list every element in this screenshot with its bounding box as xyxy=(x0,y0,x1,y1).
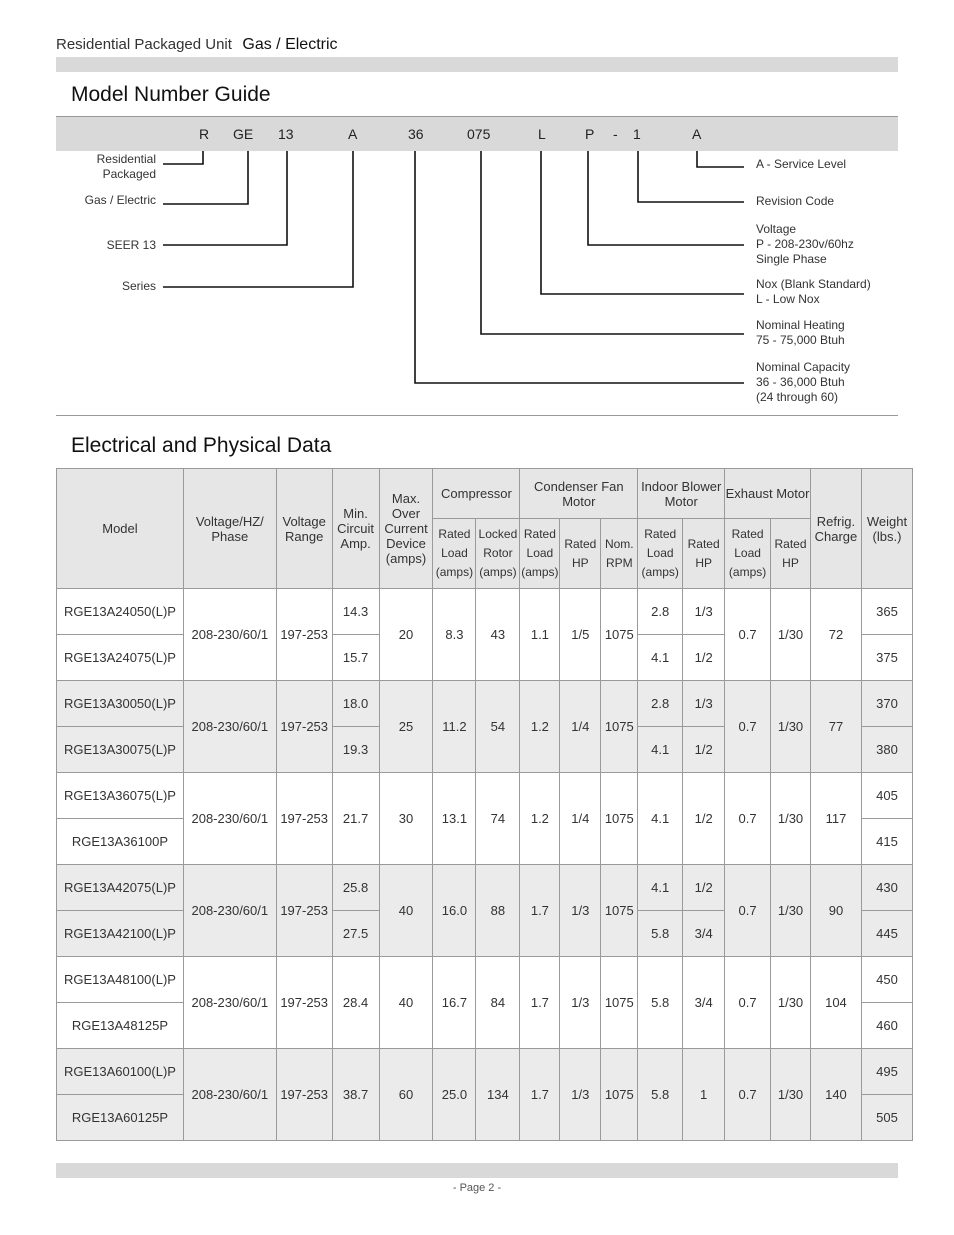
cell-lra: 84 xyxy=(476,957,520,1049)
label-revision-code: Revision Code xyxy=(756,194,835,208)
label-capacity-3: (24 through 60) xyxy=(756,390,839,404)
cell-exh-hp: 1/30 xyxy=(771,773,811,865)
header-product: Residential Packaged Unit xyxy=(56,36,232,53)
page-number: - Page 2 - xyxy=(452,1182,502,1194)
cell-voltage: 208-230/60/1 xyxy=(183,773,276,865)
cell-blow-hp: 1/2 xyxy=(683,635,725,681)
cell-blow-fla: 4.1 xyxy=(638,773,683,865)
col-weight: Weight (lbs.) xyxy=(861,469,912,589)
table-row xyxy=(57,773,913,819)
cell-blow-hp: 1/3 xyxy=(683,681,725,727)
code-revision: 1 xyxy=(633,126,641,142)
label-capacity xyxy=(756,360,850,405)
cell-weight: 460 xyxy=(861,1003,912,1049)
cell-mocp: 40 xyxy=(379,957,433,1049)
electrical-data-title: Electrical and Physical Data xyxy=(71,434,332,457)
col-cond-hp: Rated HP xyxy=(560,519,601,589)
cell-rpm: 1075 xyxy=(601,681,638,773)
table-row xyxy=(57,681,913,727)
code-series: A xyxy=(348,126,358,142)
cell-exh-fla: 0.7 xyxy=(725,681,771,773)
cell-lra: 74 xyxy=(476,773,520,865)
table-row xyxy=(57,1049,913,1095)
cell-mocp: 25 xyxy=(379,681,433,773)
cell-blow-hp: 1/3 xyxy=(683,589,725,635)
label-residential xyxy=(97,152,156,182)
cell-range: 197-253 xyxy=(276,681,332,773)
cell-weight: 430 xyxy=(861,865,912,911)
cell-cond-fla: 1.2 xyxy=(520,681,560,773)
table-row xyxy=(57,957,913,1003)
footer-bar xyxy=(56,1163,898,1178)
cell-cond-hp: 1/5 xyxy=(560,589,601,681)
cell-voltage: 208-230/60/1 xyxy=(183,1049,276,1141)
col-cond-rpm: Nom. RPM xyxy=(601,519,638,589)
cell-cond-fla: 1.1 xyxy=(520,589,560,681)
cell-rla: 25.0 xyxy=(433,1049,476,1141)
cell-weight: 375 xyxy=(861,635,912,681)
cell-model: RGE13A60125P xyxy=(57,1095,184,1141)
label-series: Series xyxy=(121,279,156,293)
col-blow-hp: Rated HP xyxy=(683,519,725,589)
cell-cond-fla: 1.2 xyxy=(520,773,560,865)
label-gas-electric: Gas / Electric xyxy=(84,193,156,207)
cell-cond-fla: 1.7 xyxy=(520,1049,560,1141)
label-nox-2: L - Low Nox xyxy=(756,292,820,306)
cell-exh-fla: 0.7 xyxy=(725,1049,771,1141)
cell-mca: 19.3 xyxy=(332,727,379,773)
cell-mca: 18.0 xyxy=(332,681,379,727)
cell-rla: 13.1 xyxy=(433,773,476,865)
cell-mocp: 20 xyxy=(379,589,433,681)
cell-mocp: 60 xyxy=(379,1049,433,1141)
cell-lra: 54 xyxy=(476,681,520,773)
cell-blow-fla: 4.1 xyxy=(638,635,683,681)
cell-exh-fla: 0.7 xyxy=(725,957,771,1049)
cell-cond-hp: 1/4 xyxy=(560,773,601,865)
cell-model: RGE13A30075(L)P xyxy=(57,727,184,773)
cell-blow-hp: 1/2 xyxy=(683,727,725,773)
label-heating xyxy=(756,318,845,348)
cell-mca: 15.7 xyxy=(332,635,379,681)
cell-weight: 405 xyxy=(861,773,912,819)
col-blow-fla: Rated Load (amps) xyxy=(638,519,683,589)
page-header xyxy=(56,36,338,54)
cell-weight: 365 xyxy=(861,589,912,635)
col-comp-lra: Locked Rotor (amps) xyxy=(476,519,520,589)
cell-lra: 43 xyxy=(476,589,520,681)
cell-range: 197-253 xyxy=(276,1049,332,1141)
label-voltage xyxy=(756,222,854,267)
label-voltage-3: Single Phase xyxy=(756,252,827,266)
cell-mca: 27.5 xyxy=(332,911,379,957)
col-mocp: Max. Over Current Device (amps) xyxy=(379,469,433,589)
cell-charge: 72 xyxy=(810,589,861,681)
cell-rla: 11.2 xyxy=(433,681,476,773)
cell-cond-hp: 1/3 xyxy=(560,865,601,957)
cell-cond-fla: 1.7 xyxy=(520,957,560,1049)
cell-voltage: 208-230/60/1 xyxy=(183,589,276,681)
cell-mocp: 30 xyxy=(379,773,433,865)
cell-rla: 8.3 xyxy=(433,589,476,681)
cell-exh-hp: 1/30 xyxy=(771,681,811,773)
cell-blow-hp: 3/4 xyxy=(683,957,725,1049)
label-heating-1: Nominal Heating xyxy=(756,318,845,332)
cell-model: RGE13A30050(L)P xyxy=(57,681,184,727)
label-residential-line2: Packaged xyxy=(102,167,156,181)
header-type: Gas / Electric xyxy=(242,36,338,53)
model-number-guide xyxy=(56,116,898,416)
cell-model: RGE13A42075(L)P xyxy=(57,865,184,911)
code-service: A xyxy=(692,126,702,142)
cell-voltage: 208-230/60/1 xyxy=(183,957,276,1049)
cell-exh-fla: 0.7 xyxy=(725,589,771,681)
code-capacity: 36 xyxy=(408,126,424,142)
table-row xyxy=(57,589,913,635)
col-compressor: Compressor xyxy=(433,469,520,519)
code-13: 13 xyxy=(278,126,294,142)
cell-rla: 16.0 xyxy=(433,865,476,957)
cell-model: RGE13A36100P xyxy=(57,819,184,865)
label-heating-2: 75 - 75,000 Btuh xyxy=(756,333,845,347)
code-r: R xyxy=(199,126,210,142)
code-voltage: P xyxy=(585,126,595,142)
cell-charge: 117 xyxy=(810,773,861,865)
col-model: Model xyxy=(57,469,184,589)
cell-voltage: 208-230/60/1 xyxy=(183,865,276,957)
cell-voltage: 208-230/60/1 xyxy=(183,681,276,773)
col-comp-rla: Rated Load (amps) xyxy=(433,519,476,589)
col-charge: Refrig. Charge xyxy=(810,469,861,589)
cell-cond-hp: 1/3 xyxy=(560,957,601,1049)
label-voltage-2: P - 208-230v/60hz xyxy=(756,237,854,251)
cell-weight: 380 xyxy=(861,727,912,773)
col-exh-hp: Rated HP xyxy=(771,519,811,589)
col-range: Voltage Range xyxy=(276,469,332,589)
cell-weight: 415 xyxy=(861,819,912,865)
cell-range: 197-253 xyxy=(276,589,332,681)
cell-blow-fla: 5.8 xyxy=(638,1049,683,1141)
cell-exh-fla: 0.7 xyxy=(725,773,771,865)
cell-cond-fla: 1.7 xyxy=(520,865,560,957)
cell-blow-fla: 5.8 xyxy=(638,911,683,957)
cell-model: RGE13A60100(L)P xyxy=(57,1049,184,1095)
cell-mocp: 40 xyxy=(379,865,433,957)
cell-exh-hp: 1/30 xyxy=(771,865,811,957)
cell-model: RGE13A42100(L)P xyxy=(57,911,184,957)
cell-range: 197-253 xyxy=(276,865,332,957)
table-row xyxy=(57,865,913,911)
cell-model: RGE13A48100(L)P xyxy=(57,957,184,1003)
label-capacity-2: 36 - 36,000 Btuh xyxy=(756,375,845,389)
cell-cond-hp: 1/3 xyxy=(560,1049,601,1141)
cell-weight: 495 xyxy=(861,1049,912,1095)
cell-range: 197-253 xyxy=(276,773,332,865)
label-nox xyxy=(756,277,871,307)
cell-cond-hp: 1/4 xyxy=(560,681,601,773)
cell-blow-hp: 3/4 xyxy=(683,911,725,957)
cell-rla: 16.7 xyxy=(433,957,476,1049)
label-service-level: A - Service Level xyxy=(756,157,847,171)
cell-mca: 14.3 xyxy=(332,589,379,635)
cell-exh-hp: 1/30 xyxy=(771,1049,811,1141)
header-bar xyxy=(56,57,898,72)
cell-charge: 77 xyxy=(810,681,861,773)
cell-rpm: 1075 xyxy=(601,1049,638,1141)
label-capacity-1: Nominal Capacity xyxy=(756,360,851,374)
cell-model: RGE13A24050(L)P xyxy=(57,589,184,635)
cell-blow-fla: 5.8 xyxy=(638,957,683,1049)
cell-exh-hp: 1/30 xyxy=(771,957,811,1049)
cell-lra: 134 xyxy=(476,1049,520,1141)
cell-blow-hp: 1/2 xyxy=(683,773,725,865)
label-seer: SEER 13 xyxy=(106,238,156,252)
col-exh-fla: Rated Load (amps) xyxy=(725,519,771,589)
cell-charge: 90 xyxy=(810,865,861,957)
cell-weight: 370 xyxy=(861,681,912,727)
col-cond-fla: Rated Load (amps) xyxy=(520,519,560,589)
cell-range: 197-253 xyxy=(276,957,332,1049)
cell-rpm: 1075 xyxy=(601,589,638,681)
col-mca: Min. Circuit Amp. xyxy=(332,469,379,589)
cell-rpm: 1075 xyxy=(601,773,638,865)
cell-blow-fla: 2.8 xyxy=(638,589,683,635)
cell-blow-fla: 4.1 xyxy=(638,727,683,773)
code-nox: L xyxy=(538,126,546,142)
col-exhaust: Exhaust Motor xyxy=(725,469,811,519)
col-voltage: Voltage/HZ/ Phase xyxy=(183,469,276,589)
cell-model: RGE13A48125P xyxy=(57,1003,184,1049)
cell-blow-hp: 1 xyxy=(683,1049,725,1141)
cell-exh-fla: 0.7 xyxy=(725,865,771,957)
cell-charge: 104 xyxy=(810,957,861,1049)
cell-mca: 25.8 xyxy=(332,865,379,911)
model-guide-title: Model Number Guide xyxy=(71,83,271,106)
cell-mca: 21.7 xyxy=(332,773,379,865)
label-residential-line1: Residential xyxy=(96,152,156,166)
cell-mca: 38.7 xyxy=(332,1049,379,1141)
cell-blow-fla: 2.8 xyxy=(638,681,683,727)
cell-charge: 140 xyxy=(810,1049,861,1141)
label-voltage-1: Voltage xyxy=(756,222,797,236)
cell-model: RGE13A24075(L)P xyxy=(57,635,184,681)
code-heating: 075 xyxy=(467,126,491,142)
cell-model: RGE13A36075(L)P xyxy=(57,773,184,819)
cell-weight: 445 xyxy=(861,911,912,957)
code-ge: GE xyxy=(233,126,254,142)
code-dash: - xyxy=(613,126,618,142)
cell-weight: 450 xyxy=(861,957,912,1003)
cell-rpm: 1075 xyxy=(601,865,638,957)
cell-lra: 88 xyxy=(476,865,520,957)
col-condenser: Condenser Fan Motor xyxy=(520,469,638,519)
label-nox-1: Nox (Blank Standard) xyxy=(756,277,871,291)
cell-mca: 28.4 xyxy=(332,957,379,1049)
cell-exh-hp: 1/30 xyxy=(771,589,811,681)
cell-blow-fla: 4.1 xyxy=(638,865,683,911)
electrical-physical-table xyxy=(56,468,913,1141)
cell-blow-hp: 1/2 xyxy=(683,865,725,911)
col-blower: Indoor Blower Motor xyxy=(638,469,725,519)
cell-weight: 505 xyxy=(861,1095,912,1141)
cell-rpm: 1075 xyxy=(601,957,638,1049)
